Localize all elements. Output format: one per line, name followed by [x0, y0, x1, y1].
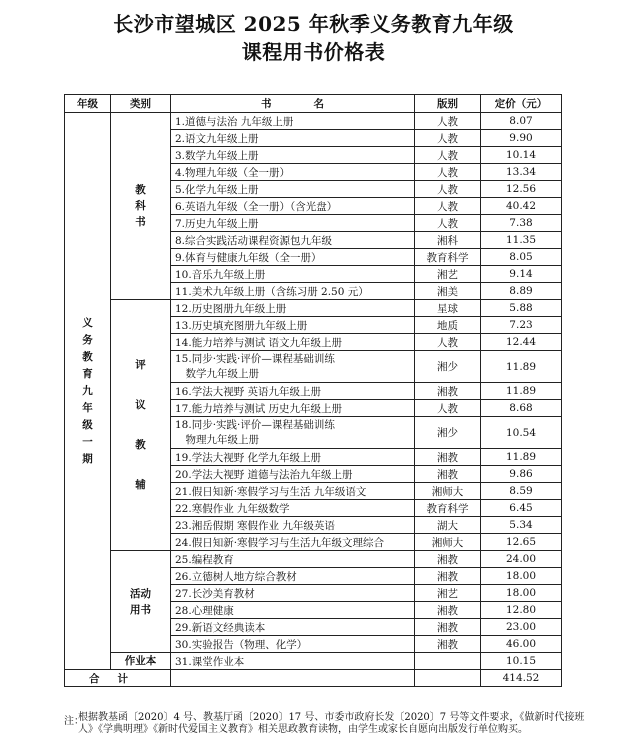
book-name: 8.综合实践活动课程资源包九年级 [171, 232, 415, 249]
category-textbook [111, 113, 171, 300]
publisher: 湘科 [415, 232, 481, 249]
publisher: 湖大 [415, 517, 481, 534]
book-name: 31.课堂作业本 [171, 653, 415, 670]
book-name: 25.编程教育 [171, 551, 415, 568]
publisher: 湘教 [415, 383, 481, 400]
note-prefix: 注： [64, 716, 84, 727]
total-label: 合计 [65, 670, 171, 687]
publisher: 地质 [415, 317, 481, 334]
category-label: 作业本 [124, 655, 157, 667]
publisher: 湘艺 [415, 585, 481, 602]
publisher [415, 653, 481, 670]
book-name: 16.学法大视野 英语九年级上册 [171, 383, 415, 400]
book-name: 15.同步·实践·评价—课程基础训练 数学九年级上册 [171, 351, 415, 383]
price: 13.34 [481, 164, 562, 181]
book-name: 20.学法大视野 道德与法治九年级上册 [171, 466, 415, 483]
publisher: 湘师大 [415, 534, 481, 551]
price: 8.05 [481, 249, 562, 266]
book-name: 27.长沙美育教材 [171, 585, 415, 602]
category-homework [111, 653, 171, 670]
book-name: 18.同步·实践·评价—课程基础训练 物理九年级上册 [171, 417, 415, 449]
publisher: 湘教 [415, 602, 481, 619]
price: 8.89 [481, 283, 562, 300]
book-name: 21.假日知新·寒假学习与生活 九年级语文 [171, 483, 415, 500]
price: 9.90 [481, 130, 562, 147]
header-book: 书 名 [171, 95, 415, 113]
book-name: 14.能力培养与测试 语文九年级上册 [171, 334, 415, 351]
category-label: 活动用书 [130, 587, 151, 616]
publisher: 湘艺 [415, 266, 481, 283]
publisher: 人教 [415, 147, 481, 164]
price: 12.65 [481, 534, 562, 551]
page-title: 长沙市望城区 2025 年秋季义务教育九年级 [113, 12, 514, 36]
price: 12.44 [481, 334, 562, 351]
table-row [65, 551, 562, 568]
book-name: 23.湘岳假期 寒假作业 九年级英语 [171, 517, 415, 534]
publisher: 人教 [415, 113, 481, 130]
book-name: 24.假日知新·寒假学习与生活九年级文理综合 [171, 534, 415, 551]
page-subtitle: 课程用书价格表 [241, 40, 386, 64]
book-name: 2.语文九年级上册 [171, 130, 415, 147]
book-name: 1.道德与法治 九年级上册 [171, 113, 415, 130]
price: 12.56 [481, 181, 562, 198]
publisher: 湘教 [415, 568, 481, 585]
category-activity [111, 551, 171, 653]
publisher: 教育科学 [415, 500, 481, 517]
publisher: 湘教 [415, 551, 481, 568]
category-label: 评议教辅 [135, 359, 146, 491]
footnote: 根据教基函〔2020〕4 号、教基厅函〔2020〕17 号、市委市政府长发〔2020〕7 号等文件要求，《做新时代接班人》《学典明理》《新时代爱国主义教育》相关思政教育读物，由学生或家长自愿向出版发行单位购买。 [78, 712, 585, 735]
book-name: 30.实验报告（物理、化学） [171, 636, 415, 653]
book-name: 6.英语九年级（全一册）（含光盘） [171, 198, 415, 215]
grade-label: 义务教育九年级一期 [82, 316, 93, 465]
book-name: 3.数学九年级上册 [171, 147, 415, 164]
price: 10.14 [481, 147, 562, 164]
price: 9.14 [481, 266, 562, 283]
price: 8.68 [481, 400, 562, 417]
total-empty [415, 670, 481, 687]
book-name: 22.寒假作业 九年级数学 [171, 500, 415, 517]
category-review [111, 300, 171, 551]
publisher: 人教 [415, 130, 481, 147]
grade-cell [65, 113, 111, 670]
price: 11.35 [481, 232, 562, 249]
publisher: 人教 [415, 198, 481, 215]
total-row [65, 670, 562, 687]
price: 10.15 [481, 653, 562, 670]
table-row [65, 653, 562, 670]
table-row [65, 300, 562, 317]
price: 7.38 [481, 215, 562, 232]
header-grade: 年级 [65, 95, 111, 113]
publisher: 湘教 [415, 466, 481, 483]
publisher: 湘教 [415, 449, 481, 466]
price: 8.59 [481, 483, 562, 500]
publisher: 湘师大 [415, 483, 481, 500]
category-label: 教科书 [135, 184, 146, 228]
price: 6.45 [481, 500, 562, 517]
publisher: 湘少 [415, 417, 481, 449]
publisher: 人教 [415, 164, 481, 181]
price: 10.54 [481, 417, 562, 449]
price: 11.89 [481, 351, 562, 383]
price: 5.34 [481, 517, 562, 534]
book-name: 29.新语文经典读本 [171, 619, 415, 636]
price: 18.00 [481, 568, 562, 585]
price: 12.80 [481, 602, 562, 619]
price: 7.23 [481, 317, 562, 334]
publisher: 人教 [415, 400, 481, 417]
publisher: 教育科学 [415, 249, 481, 266]
book-name: 19.学法大视野 化学九年级上册 [171, 449, 415, 466]
book-name: 12.历史图册九年级上册 [171, 300, 415, 317]
price: 8.07 [481, 113, 562, 130]
price: 11.89 [481, 383, 562, 400]
publisher: 星球 [415, 300, 481, 317]
book-name: 26.立德树人地方综合教材 [171, 568, 415, 585]
price: 5.88 [481, 300, 562, 317]
publisher: 湘教 [415, 636, 481, 653]
price: 23.00 [481, 619, 562, 636]
publisher: 湘少 [415, 351, 481, 383]
price: 24.00 [481, 551, 562, 568]
publisher: 人教 [415, 334, 481, 351]
total-value: 414.52 [481, 670, 562, 687]
book-name: 7.历史九年级上册 [171, 215, 415, 232]
book-name: 11.美术九年级上册（含练习册 2.50 元） [171, 283, 415, 300]
publisher: 人教 [415, 181, 481, 198]
price-table [64, 94, 562, 687]
book-name: 28.心理健康 [171, 602, 415, 619]
book-name: 13.历史填充图册九年级上册 [171, 317, 415, 334]
book-name: 5.化学九年级上册 [171, 181, 415, 198]
book-name: 17.能力培养与测试 历史九年级上册 [171, 400, 415, 417]
publisher: 湘教 [415, 619, 481, 636]
price: 18.00 [481, 585, 562, 602]
header-category: 类别 [111, 95, 171, 113]
price: 40.42 [481, 198, 562, 215]
header-publisher: 版别 [415, 95, 481, 113]
price: 11.89 [481, 449, 562, 466]
publisher: 人教 [415, 215, 481, 232]
header-price: 定价（元） [481, 95, 562, 113]
price: 9.86 [481, 466, 562, 483]
header-row [65, 95, 562, 113]
publisher: 湘美 [415, 283, 481, 300]
book-name: 10.音乐九年级上册 [171, 266, 415, 283]
price: 46.00 [481, 636, 562, 653]
total-empty [171, 670, 415, 687]
book-name: 4.物理九年级（全一册） [171, 164, 415, 181]
book-name: 9.体育与健康九年级（全一册） [171, 249, 415, 266]
table-row [65, 113, 562, 130]
